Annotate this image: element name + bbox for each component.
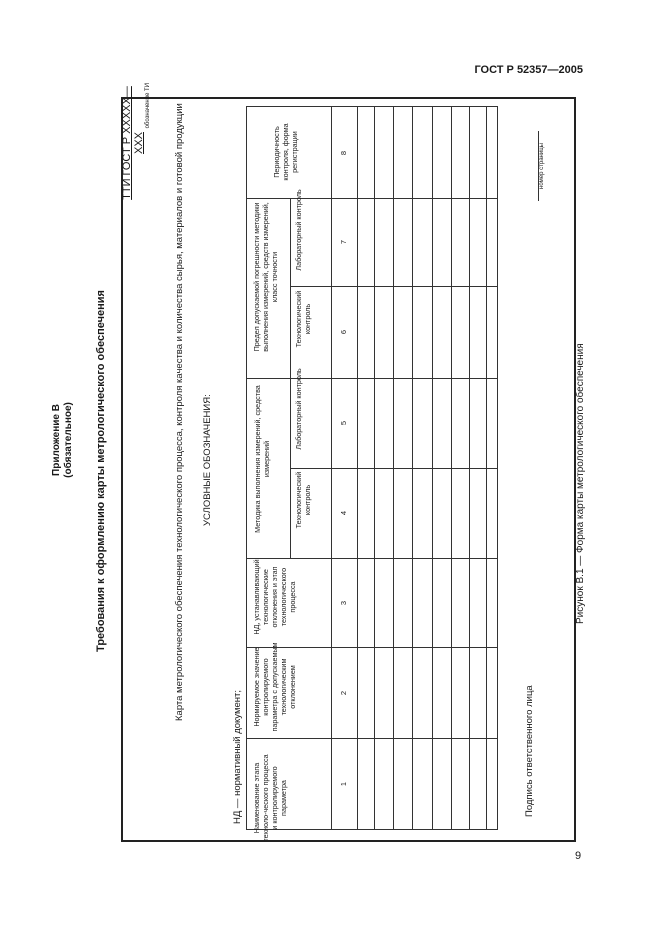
page-number-field bbox=[538, 131, 550, 201]
tti-code-block bbox=[121, 83, 151, 203]
card-title: Карта метрологического обеспечения технологического процесса, контроля качества и количества сырья, материалов и готовой продукции bbox=[174, 103, 185, 721]
metrology-table bbox=[246, 106, 498, 842]
col-number-5: 5 bbox=[339, 420, 348, 426]
header-col-7: Лабораторный контроль bbox=[294, 189, 303, 271]
header-col-1: Наименование этапа техноло-ческого процесса и контролируемого параметра bbox=[252, 754, 288, 842]
col-number-1: 1 bbox=[339, 781, 348, 787]
page-number-caption: номер страницы bbox=[539, 143, 545, 189]
col-number-3: 3 bbox=[339, 600, 348, 606]
legend-nd: НД — нормативный документ; bbox=[232, 689, 243, 824]
document-code: ГОСТ Р 52357—2005 bbox=[474, 64, 583, 76]
figure-caption: Рисунок В.1 — Форма карты метрологического обеспечения bbox=[575, 343, 586, 624]
col-divider-1-2 bbox=[246, 738, 498, 739]
annex-subtitle: (обязательное) bbox=[63, 402, 74, 478]
annex-heading bbox=[51, 375, 79, 505]
header-col-4-5: Методика выполнения измерений, средства измерений bbox=[253, 385, 271, 533]
main-title: Требования к оформлению карты метрологического обеспечения bbox=[95, 290, 107, 652]
col-number-7: 7 bbox=[339, 239, 348, 245]
col-number-8: 8 bbox=[339, 150, 348, 156]
subheader-line-67 bbox=[290, 198, 291, 378]
tti-caption: обозначение ТИ bbox=[145, 83, 151, 129]
header-col-6: Технологический контроль bbox=[294, 290, 312, 348]
col-number-4: 4 bbox=[339, 510, 348, 516]
page-number: 9 bbox=[575, 850, 582, 862]
header-col-6-7: Предел допускаемой погрешности методики выполнения измерений, средств измерений, класс точности bbox=[252, 202, 279, 352]
header-col-3: НД, устанавливающий технологические отклонения и этап технологического процесса bbox=[252, 559, 297, 635]
header-col-4: Технологический контроль bbox=[294, 471, 312, 529]
header-col-8: Периодичность контроля, форма регистрации bbox=[272, 123, 299, 181]
header-col-5: Лабораторный контроль bbox=[294, 368, 303, 450]
signature-label: Подпись ответственного лица bbox=[524, 685, 535, 817]
col-number-6: 6 bbox=[339, 329, 348, 335]
annex-title: Приложение В bbox=[51, 404, 62, 476]
tti-code: ТТИ ГОСТ Р ХХХХХ—ХХХ bbox=[121, 86, 145, 200]
subheader-line-45 bbox=[290, 378, 291, 558]
header-col-2: Нормируемое значение контролируемого параметра с допускаемым технологическим отклонением bbox=[252, 642, 297, 732]
legend-title: УСЛОВНЫЕ ОБОЗНАЧЕНИЯ: bbox=[202, 394, 213, 526]
col-number-2: 2 bbox=[339, 690, 348, 696]
